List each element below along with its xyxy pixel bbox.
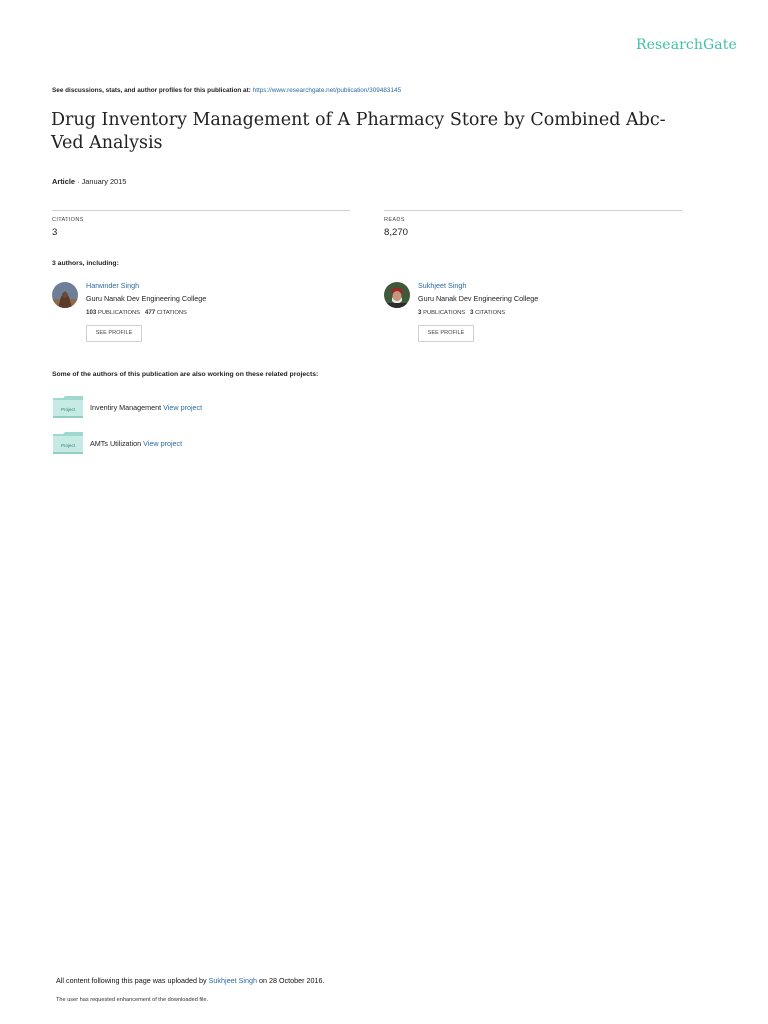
publications-count: 103 [86,309,97,316]
project-icon-label: Project [60,443,76,448]
project-name: AMTs Utilization [90,439,142,448]
researchgate-logo[interactable]: ResearchGate [636,37,737,53]
publications-label: PUBLICATIONS [97,310,141,316]
project-icon-label: Project [60,407,76,412]
project-item [90,403,202,412]
uploader-link[interactable]: Sukhjeet Singh [208,976,257,985]
publication-url-link[interactable]: https://www.researchgate.net/publication/309483145 [252,87,402,94]
author-stats [86,309,187,316]
article-date: January 2015 [81,177,127,186]
view-project-link[interactable]: View project [143,439,183,448]
author-citations-label: CITATIONS [156,310,187,316]
project-name: Inventiry Management [90,403,162,412]
article-type: Article [52,177,76,186]
see-profile-button[interactable]: SEE PROFILE [418,325,474,342]
author-institution: Guru Nanak Dev Engineering College [86,294,207,303]
project-item [90,439,182,448]
project-folder-icon [53,432,83,454]
publications-label: PUBLICATIONS [423,310,466,316]
citations-label: CITATIONS [52,217,84,223]
author-photo-icon [52,282,78,308]
projects-heading: Some of the authors of this publication are also working on these related projects: [52,371,319,378]
upload-suffix: on 28 October 2016. [259,976,325,985]
publications-count: 3 [418,309,422,316]
reads-label: READS [384,217,405,223]
enhancement-note: The user has requested enhancement of the downloaded file. [56,997,209,1003]
author-avatar[interactable] [52,282,78,308]
author-citations-count: 477 [144,309,156,316]
citations-divider [52,210,350,211]
article-meta [52,177,126,186]
meta-separator: · [75,177,82,186]
upload-notice [56,976,325,985]
reads-count: 8,270 [384,227,409,238]
reads-divider [384,210,682,211]
discussion-text: See discussions, stats, and author profiles for this publication at: [52,87,251,94]
discussion-line [52,87,401,94]
authors-heading: 3 authors, including: [52,260,119,267]
author-avatar[interactable] [384,282,410,308]
author-stats [418,309,505,316]
project-folder-icon [53,396,83,418]
see-profile-button[interactable]: SEE PROFILE [86,325,142,342]
author-citations-label: CITATIONS [475,310,506,316]
author-name-link[interactable]: Harwinder Singh [86,281,140,290]
citations-count: 3 [52,227,58,238]
page-title: Drug Inventory Management of A Pharmacy Store by Combined Abc- Ved Analysis [51,110,666,153]
author-name-link[interactable]: Sukhjeet Singh [418,281,467,290]
author-institution: Guru Nanak Dev Engineering College [418,294,539,303]
author-citations-count: 3 [470,309,474,316]
view-project-link[interactable]: View project [163,403,203,412]
upload-prefix: All content following this page was uploaded by [56,976,207,985]
author-photo-icon [384,282,410,308]
